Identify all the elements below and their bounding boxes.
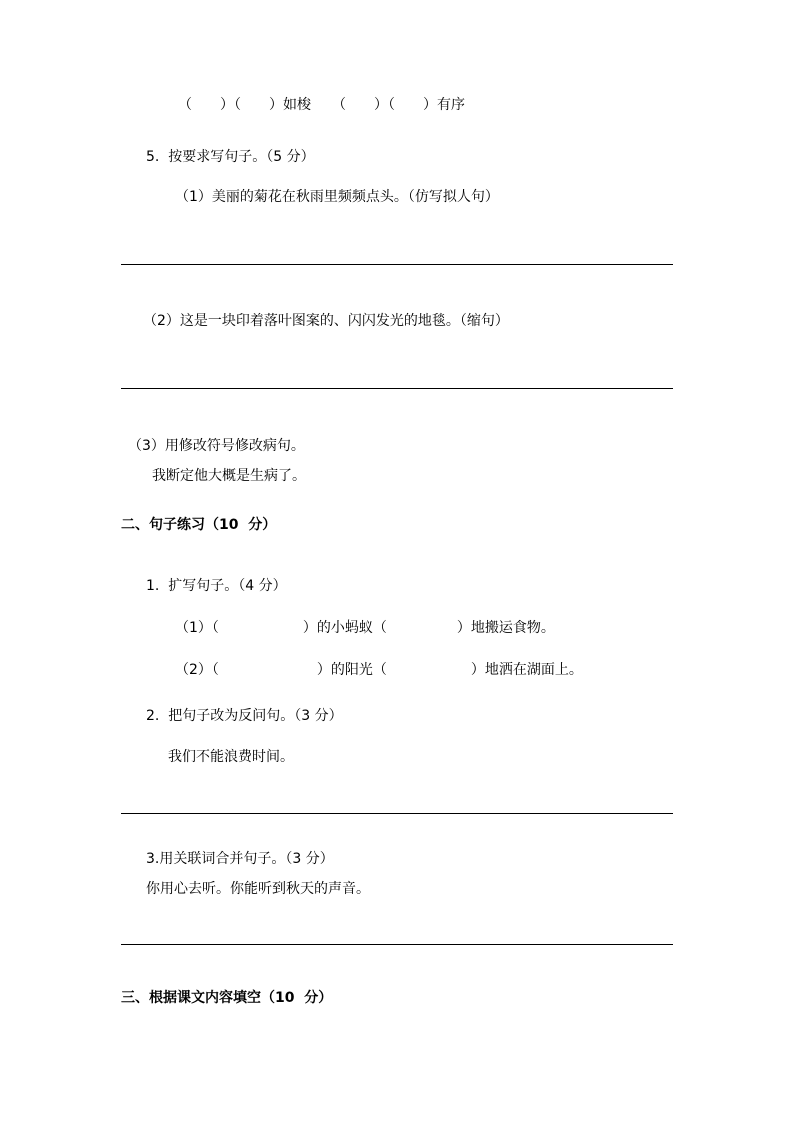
section-2-title: 二、句子练习（10 分） [121,517,277,533]
answer-line [121,264,673,265]
question-5-3-sentence: 我断定他大概是生病了。 [152,468,306,484]
answer-line [121,944,673,945]
section-2-question-1-heading: 1. 扩写句子。（4 分） [146,578,287,594]
section-2-question-3-heading: 3.用关联词合并句子。（3 分） [146,851,334,867]
section-3-title: 三、根据课文内容填空（10 分） [121,990,333,1006]
section-2-question-1-1: （1）（ ）的小蚂蚁（ ）地搬运食物。 [175,620,555,636]
section-2-question-3-sentence: 你用心去听。你能听到秋天的声音。 [146,881,370,897]
question-5-3: （3）用修改符号修改病句。 [128,438,305,454]
section-2-question-1-2: （2）（ ）的阳光（ ）地洒在湖面上。 [175,662,583,678]
answer-line [121,813,673,814]
section-2-question-2-sentence: 我们不能浪费时间。 [168,749,294,765]
question-5-1: （1）美丽的菊花在秋雨里频频点头。（仿写拟人句） [175,189,499,205]
question-5-2: （2）这是一块印着落叶图案的、闪闪发光的地毯。（缩句） [143,313,509,329]
section-2-question-2-heading: 2. 把句子改为反问句。（3 分） [146,708,343,724]
idiom-fill-line: （ ）（ ）如梭 （ ）（ ）有序 [178,97,465,113]
answer-line [121,388,673,389]
question-5-heading: 5. 按要求写句子。（5 分） [146,149,315,165]
